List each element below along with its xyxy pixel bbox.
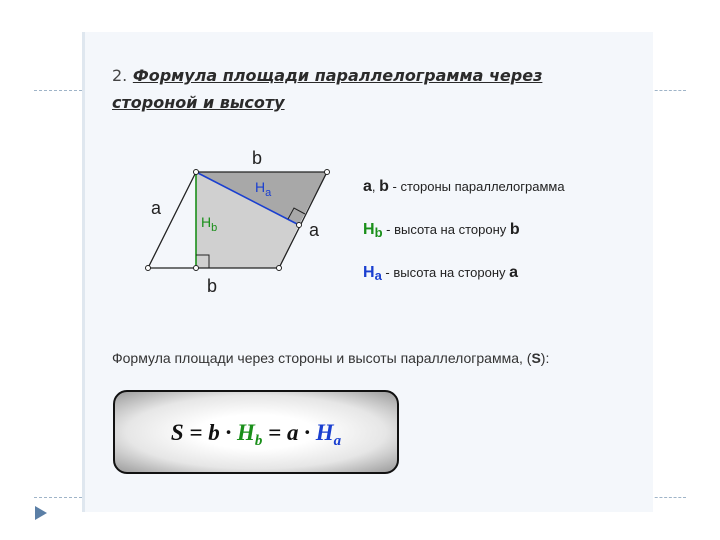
vertex-dot: [325, 170, 330, 175]
legend-Hb-target: b: [509, 221, 520, 238]
formula-Hb: H: [237, 420, 255, 445]
legend-Ha-sub: a: [374, 268, 382, 283]
area-formula: [115, 420, 397, 450]
triangle-right-icon[interactable]: [34, 505, 48, 521]
formula-S: S: [170, 420, 184, 445]
label-a-left: a: [151, 198, 162, 218]
legend-var-b: b: [379, 178, 389, 195]
formula-box: [113, 390, 399, 474]
vertex-dot: [194, 170, 199, 175]
vertex-dot: [194, 266, 199, 271]
legend-sides-text: - стороны параллелограмма: [388, 179, 565, 194]
legend-Ha-target: a: [509, 264, 519, 281]
legend-var-a: a: [363, 178, 372, 195]
vertex-dot: [146, 266, 151, 271]
formula-Ha: H: [315, 420, 334, 445]
title-text: Формула площади параллелограмма через стороной и высоту: [112, 66, 543, 112]
sentence-text: Формула площади через стороны и высоты параллелограмма, (: [112, 350, 532, 366]
formula-b: b: [208, 420, 220, 445]
label-height-a: $H_a$: [255, 179, 272, 199]
formula-dot2: ·: [298, 420, 316, 445]
formula-description: [112, 350, 549, 366]
label-b-bottom: b: [207, 276, 218, 296]
legend-height-b: [363, 221, 520, 240]
formula-dot1: ·: [219, 420, 237, 445]
sentence-symbol: S: [531, 350, 541, 366]
formula-eq1: =: [183, 420, 209, 445]
label-a-right: a: [309, 220, 320, 240]
legend-Ha-var: H: [363, 264, 375, 281]
label-height-b: $H_b$: [201, 214, 218, 234]
legend-Ha-text: - высота на сторону: [381, 265, 510, 280]
title-number: 2.: [112, 66, 128, 85]
legend-Hb-sub: b: [374, 225, 383, 240]
formula-eq2: =: [262, 420, 287, 445]
sentence-end: ):: [540, 350, 550, 366]
formula-Hb-sub: b: [254, 433, 263, 449]
vertex-dot: [277, 266, 282, 271]
legend-Hb-var: H: [363, 221, 375, 238]
legend-Hb-text: - высота на сторону: [382, 222, 510, 237]
legend-comma: ,: [371, 179, 376, 194]
label-b-top: b: [252, 148, 263, 168]
vertex-dot: [297, 223, 302, 228]
legend-sides: [363, 178, 565, 196]
formula-Ha-sub: a: [333, 433, 342, 449]
legend-height-a: [363, 264, 518, 283]
formula-a: a: [287, 420, 299, 445]
